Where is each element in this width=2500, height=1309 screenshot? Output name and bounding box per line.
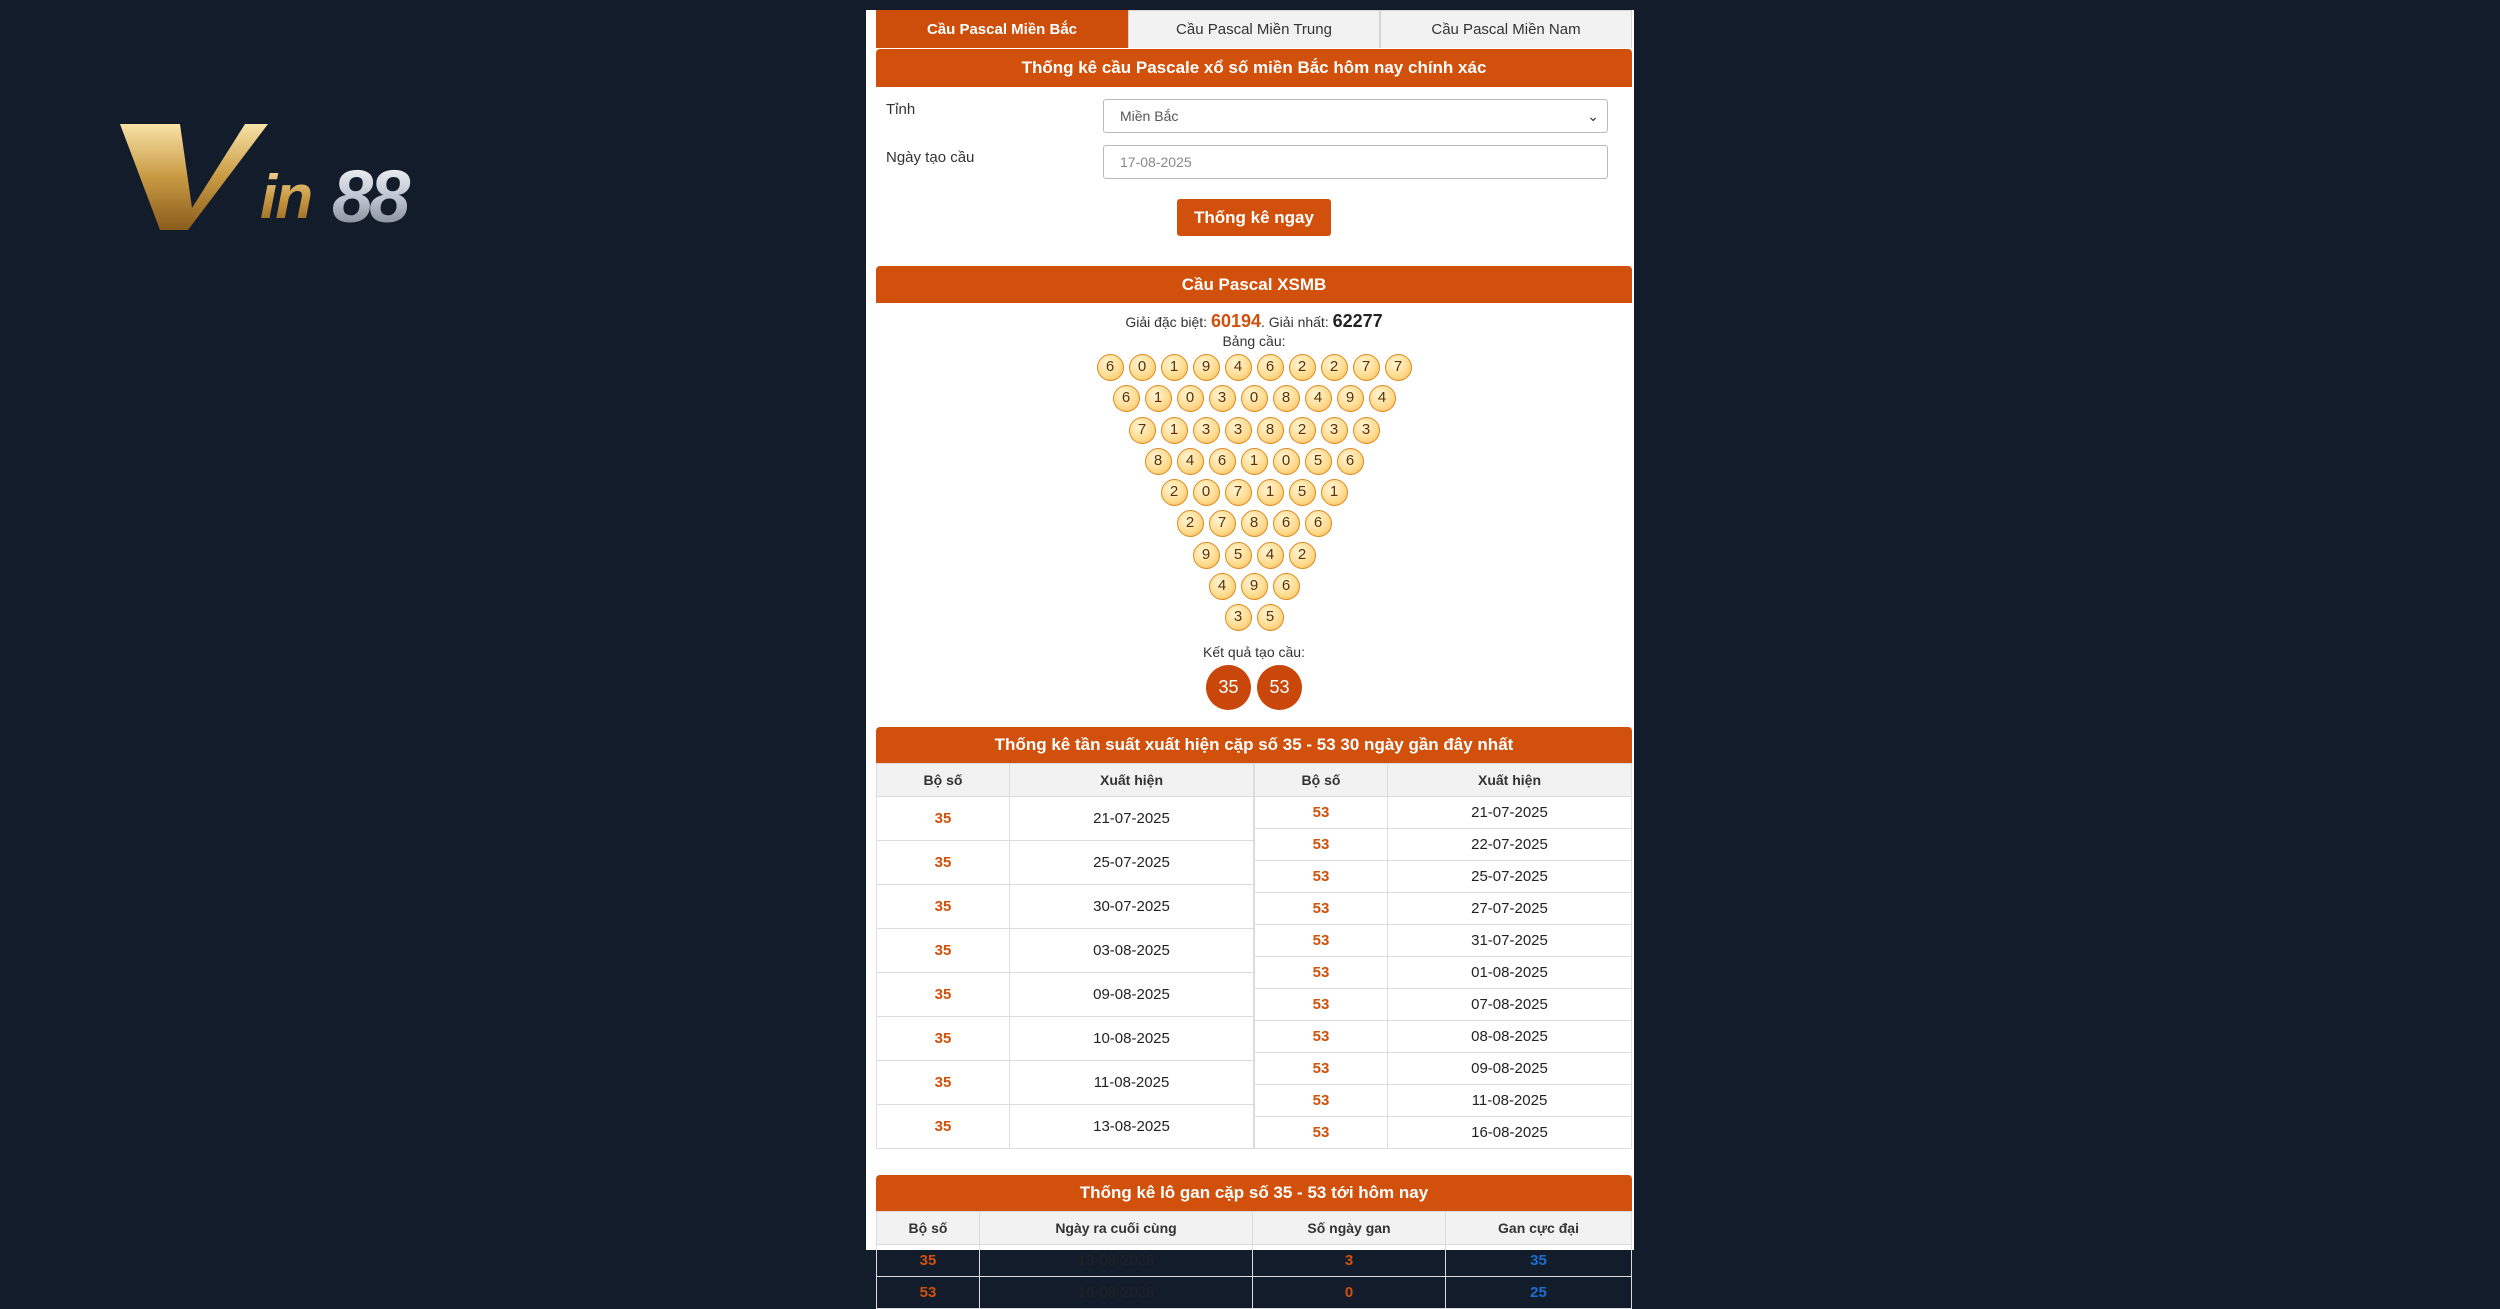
- date-cell: 25-07-2025: [1010, 840, 1254, 884]
- pyramid-row: [876, 509, 1632, 540]
- pair-cell: 35: [877, 1104, 1010, 1148]
- region-tabs: [876, 10, 1632, 48]
- pyramid-ball: 2: [1177, 510, 1204, 537]
- pyramid-ball: 0: [1273, 448, 1300, 475]
- result-label: Kết quả tạo cầu:: [1203, 643, 1305, 660]
- first-prize-label: . Giải nhất:: [1261, 314, 1329, 330]
- date-cell: 08-08-2025: [1388, 1020, 1632, 1052]
- pyramid-ball: 3: [1193, 417, 1220, 444]
- pyramid-ball: 6: [1273, 573, 1300, 600]
- pyramid-ball: 4: [1369, 385, 1396, 412]
- table-row: [877, 840, 1254, 884]
- pyramid-ball: 1: [1257, 479, 1284, 506]
- table-row: [1255, 828, 1632, 860]
- pair-cell: 53: [1255, 892, 1388, 924]
- pyramid-ball: 9: [1241, 573, 1268, 600]
- tab-mien-bac[interactable]: Cầu Pascal Miền Bắc: [876, 10, 1128, 48]
- pyramid-ball: 7: [1225, 479, 1252, 506]
- pair-cell: 35: [877, 884, 1010, 928]
- pyramid-ball: 1: [1161, 354, 1188, 381]
- date-cell: 27-07-2025: [1388, 892, 1632, 924]
- date-cell: 07-08-2025: [1388, 988, 1632, 1020]
- pair-cell: 53: [1255, 1116, 1388, 1148]
- pyramid-row: [876, 603, 1632, 634]
- svg-text:in: in: [260, 163, 312, 232]
- vin88-logo-graphic: [120, 112, 490, 242]
- table-row: [1255, 1116, 1632, 1148]
- table-row: [1255, 924, 1632, 956]
- form-header: Thống kê cầu Pascale xổ số miền Bắc hôm nay chính xác: [876, 49, 1632, 87]
- date-cell: 21-07-2025: [1010, 796, 1254, 840]
- pyramid-ball: 6: [1097, 354, 1124, 381]
- pair-cell: 35: [877, 928, 1010, 972]
- table-row: [1255, 956, 1632, 988]
- table-row: [1255, 1052, 1632, 1084]
- pyramid-ball: 6: [1257, 354, 1284, 381]
- pascal-pyramid: [876, 353, 1632, 635]
- pyramid-ball: 2: [1289, 542, 1316, 569]
- col-pair: Bộ số: [877, 763, 1010, 796]
- pyramid-ball: 9: [1193, 542, 1220, 569]
- table-label: Bảng cầu:: [1222, 333, 1286, 349]
- pyramid-ball: 2: [1289, 417, 1316, 444]
- pyramid-ball: 4: [1177, 448, 1204, 475]
- pyramid-ball: 7: [1385, 354, 1412, 381]
- pyramid-ball: 3: [1353, 417, 1380, 444]
- col-pair: Bộ số: [877, 1211, 980, 1244]
- pair-cell: 53: [1255, 1020, 1388, 1052]
- pyramid-ball: 3: [1225, 417, 1252, 444]
- pyramid-ball: 9: [1337, 385, 1364, 412]
- pascal-panel: [866, 10, 1634, 1301]
- gan-table-wrap: [876, 1211, 1632, 1309]
- table-row: [877, 1244, 1632, 1276]
- last-date-cell: 16-08-2025: [980, 1276, 1253, 1308]
- date-value: 17-08-2025: [1120, 154, 1192, 170]
- result-ball: 35: [1206, 665, 1251, 710]
- col-max-gan: Gan cực đại: [1446, 1211, 1632, 1244]
- pyramid-ball: 0: [1241, 385, 1268, 412]
- col-gan-days: Số ngày gan: [1253, 1211, 1446, 1244]
- pyramid-ball: 4: [1257, 542, 1284, 569]
- pyramid-ball: 5: [1305, 448, 1332, 475]
- table-row: [877, 928, 1254, 972]
- gan-header: Thống kê lô gan cặp số 35 - 53 tới hôm nay: [876, 1175, 1632, 1211]
- pyramid-ball: 0: [1177, 385, 1204, 412]
- pair-cell: 53: [1255, 796, 1388, 828]
- date-cell: 10-08-2025: [1010, 1016, 1254, 1060]
- date-cell: 03-08-2025: [1010, 928, 1254, 972]
- pyramid-ball: 1: [1145, 385, 1172, 412]
- province-label: Tỉnh: [886, 101, 916, 118]
- result-ball: 53: [1257, 665, 1302, 710]
- pyramid-ball: 0: [1193, 479, 1220, 506]
- prize-line: [876, 311, 1632, 331]
- frequency-table-35: [876, 763, 1254, 1149]
- submit-button[interactable]: Thống kê ngay: [1177, 199, 1331, 236]
- pyramid-ball: 7: [1129, 417, 1156, 444]
- pair-cell: 35: [877, 972, 1010, 1016]
- table-row: [877, 1276, 1632, 1308]
- first-prize-value: 62277: [1332, 311, 1383, 331]
- date-cell: 09-08-2025: [1388, 1052, 1632, 1084]
- pyramid-ball: 5: [1289, 479, 1316, 506]
- date-cell: 13-08-2025: [1010, 1104, 1254, 1148]
- pyramid-ball: 1: [1161, 417, 1188, 444]
- pyramid-ball: 4: [1305, 385, 1332, 412]
- table-row: [877, 1016, 1254, 1060]
- tab-mien-nam[interactable]: Cầu Pascal Miền Nam: [1380, 10, 1632, 48]
- pyramid-ball: 3: [1321, 417, 1348, 444]
- last-date-cell: 13-08-2025: [980, 1244, 1253, 1276]
- pyramid-ball: 2: [1289, 354, 1316, 381]
- pyramid-ball: 6: [1209, 448, 1236, 475]
- pair-cell: 53: [1255, 956, 1388, 988]
- pyramid-ball: 6: [1305, 510, 1332, 537]
- pyramid-ball: 5: [1225, 542, 1252, 569]
- tab-mien-trung[interactable]: Cầu Pascal Miền Trung: [1128, 10, 1380, 48]
- result-balls: [876, 665, 1632, 710]
- pyramid-row: [876, 572, 1632, 603]
- pyramid-ball: 6: [1273, 510, 1300, 537]
- table-row: [877, 1060, 1254, 1104]
- col-date: Xuất hiện: [1010, 763, 1254, 796]
- pyramid-row: [876, 416, 1632, 447]
- date-cell: 21-07-2025: [1388, 796, 1632, 828]
- col-pair: Bộ số: [1255, 763, 1388, 796]
- pyramid-row: [876, 478, 1632, 509]
- col-date: Xuất hiện: [1388, 763, 1632, 796]
- pyramid-ball: 7: [1209, 510, 1236, 537]
- max-gan-cell: 35: [1446, 1244, 1632, 1276]
- date-cell: 25-07-2025: [1388, 860, 1632, 892]
- pyramid-ball: 3: [1225, 604, 1252, 631]
- date-cell: 31-07-2025: [1388, 924, 1632, 956]
- date-cell: 16-08-2025: [1388, 1116, 1632, 1148]
- pair-cell: 53: [1255, 860, 1388, 892]
- pyramid-ball: 1: [1241, 448, 1268, 475]
- pyramid-ball: 5: [1257, 604, 1284, 631]
- date-cell: 09-08-2025: [1010, 972, 1254, 1016]
- date-cell: 22-07-2025: [1388, 828, 1632, 860]
- pyramid-ball: 1: [1321, 479, 1348, 506]
- vin88-logo: [120, 112, 490, 242]
- pyramid-ball: 7: [1353, 354, 1380, 381]
- frequency-tables: [876, 763, 1632, 1149]
- date-cell: 11-08-2025: [1010, 1060, 1254, 1104]
- pyramid-ball: 2: [1321, 354, 1348, 381]
- pair-cell: 35: [877, 840, 1010, 884]
- pair-cell: 53: [1255, 828, 1388, 860]
- pair-cell: 53: [1255, 1052, 1388, 1084]
- pyramid-ball: 2: [1161, 479, 1188, 506]
- province-row: [876, 87, 1632, 135]
- pyramid-ball: 0: [1129, 354, 1156, 381]
- table-row: [1255, 796, 1632, 828]
- frequency-table-53: [1254, 763, 1632, 1149]
- date-input[interactable]: [1103, 145, 1608, 179]
- pair-cell: 53: [1255, 924, 1388, 956]
- date-cell: 01-08-2025: [1388, 956, 1632, 988]
- pair-cell: 53: [1255, 1084, 1388, 1116]
- province-value: Miền Bắc: [1120, 108, 1179, 124]
- date-cell: 30-07-2025: [1010, 884, 1254, 928]
- pyramid-row: [876, 447, 1632, 478]
- col-last-date: Ngày ra cuối cùng: [980, 1211, 1253, 1244]
- table-row: [1255, 892, 1632, 924]
- gan-days-cell: 0: [1253, 1276, 1446, 1308]
- pair-cell: 35: [877, 1244, 980, 1276]
- gan-table: [876, 1211, 1632, 1309]
- pyramid-row: [876, 541, 1632, 572]
- date-row: [876, 135, 1632, 185]
- pyramid-ball: 8: [1273, 385, 1300, 412]
- pair-cell: 35: [877, 796, 1010, 840]
- pair-cell: 35: [877, 1060, 1010, 1104]
- pyramid-row: [876, 384, 1632, 415]
- svg-text:88: 88: [332, 155, 407, 238]
- chevron-down-icon: ⌄: [1587, 108, 1599, 124]
- pyramid-ball: 3: [1209, 385, 1236, 412]
- frequency-header: Thống kê tần suất xuất hiện cặp số 35 - 53 30 ngày gần đây nhất: [876, 727, 1632, 763]
- table-row: [877, 796, 1254, 840]
- table-row: [1255, 988, 1632, 1020]
- max-gan-cell: 25: [1446, 1276, 1632, 1308]
- pyramid-ball: 9: [1193, 354, 1220, 381]
- pyramid-ball: 8: [1257, 417, 1284, 444]
- province-select[interactable]: [1103, 99, 1608, 133]
- pair-cell: 35: [877, 1016, 1010, 1060]
- table-row: [1255, 860, 1632, 892]
- table-row: [1255, 1084, 1632, 1116]
- special-prize-label: Giải đặc biệt:: [1125, 314, 1208, 330]
- table-row: [877, 884, 1254, 928]
- pyramid-ball: 6: [1337, 448, 1364, 475]
- pyramid-ball: 8: [1145, 448, 1172, 475]
- table-row: [1255, 1020, 1632, 1052]
- pyramid-ball: 6: [1113, 385, 1140, 412]
- pair-cell: 53: [877, 1276, 980, 1308]
- pyramid-ball: 8: [1241, 510, 1268, 537]
- pyramid-ball: 4: [1209, 573, 1236, 600]
- special-prize-value: 60194: [1210, 311, 1261, 331]
- pascal-header: Cầu Pascal XSMB: [876, 266, 1632, 303]
- gan-days-cell: 3: [1253, 1244, 1446, 1276]
- date-label: Ngày tạo cầu: [886, 149, 975, 166]
- table-row: [877, 972, 1254, 1016]
- table-row: [877, 1104, 1254, 1148]
- pyramid-ball: 4: [1225, 354, 1252, 381]
- date-cell: 11-08-2025: [1388, 1084, 1632, 1116]
- pyramid-row: [876, 353, 1632, 384]
- pair-cell: 53: [1255, 988, 1388, 1020]
